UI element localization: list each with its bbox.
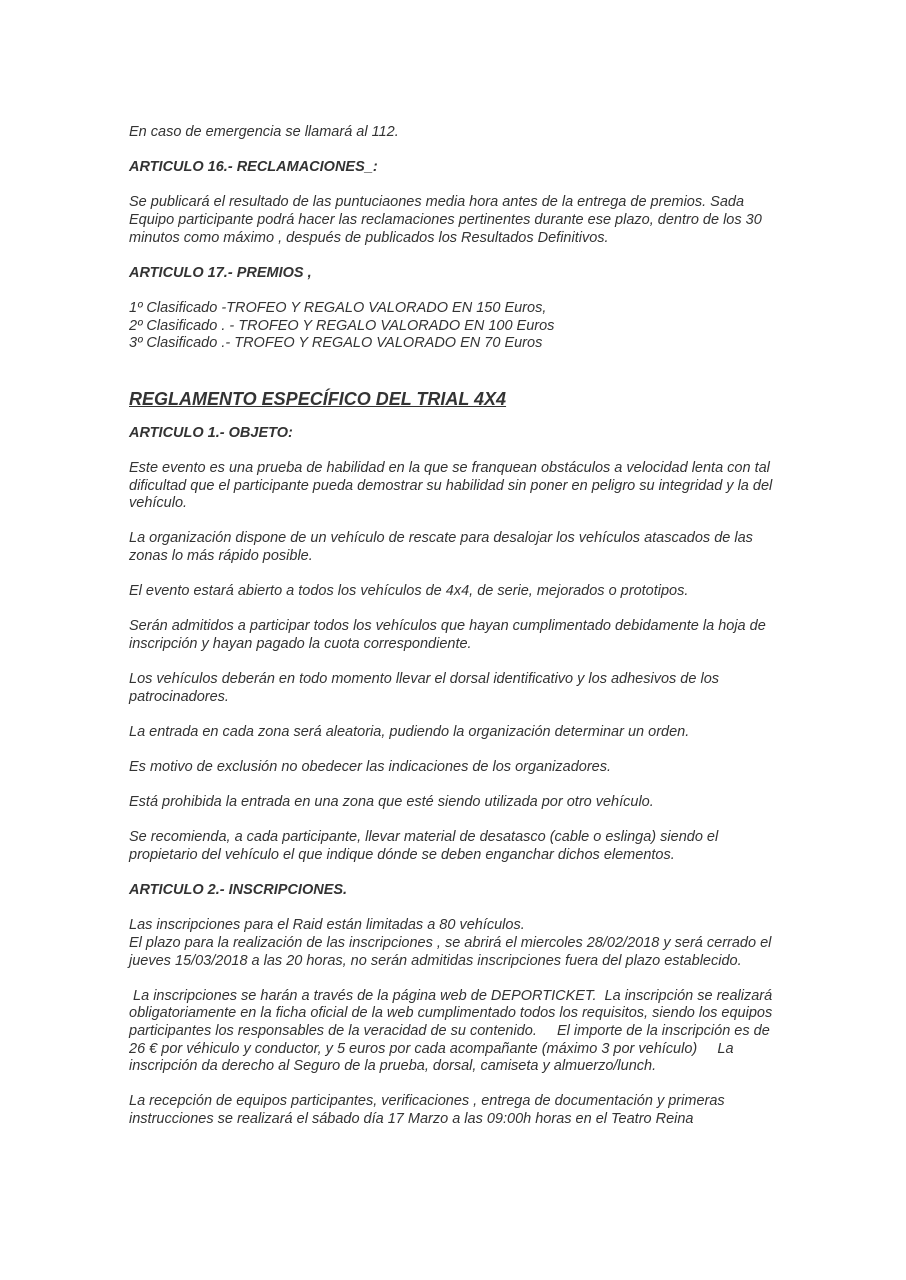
article-2-line-2: El plazo para la realización de las inscripciones , se abrirá el miercoles 28/02/2018 y será cerrado el jueves 15/03/2018 a las 20 horas, no serán admitidas inscripciones fuera del plazo establecido.	[129, 934, 772, 969]
article-1-paragraph-9: Se recomienda, a cada participante, llevar material de desatasco (cable o eslinga) siendo el propietario del vehículo el que indique dónde se deben enganchar dichos elementos.	[129, 829, 719, 863]
prize-1: 1º Clasificado -TROFEO Y REGALO VALORADO EN 150 Euros,	[129, 299, 547, 316]
emergency-paragraph: En caso de emergencia se llamará al 112.	[129, 124, 399, 140]
prize-list	[129, 300, 779, 353]
article-1-paragraph-7: Es motivo de exclusión no obedecer las indicaciones de los organizadores.	[129, 759, 612, 775]
article-1-paragraph-3: El evento estará abierto a todos los vehículos de 4x4, de serie, mejorados o prototipos.	[129, 583, 689, 600]
article-2-line-1: Las inscripciones para el Raid están limitadas a 80 vehículos.	[129, 917, 525, 934]
section-title: REGLAMENTO ESPECÍFICO DEL TRIAL 4X4	[129, 388, 507, 409]
document-body	[129, 124, 779, 1128]
article-16-title: ARTICULO 16.- RECLAMACIONES_:	[129, 159, 378, 176]
article-1-title: ARTICULO 1.- OBJETO:	[129, 424, 293, 441]
article-1-paragraph-6: La entrada en cada zona será aleatoria, pudiendo la organización determinar un orden.	[129, 723, 690, 740]
article-1-paragraph-5: Los vehículos deberán en todo momento llevar el dorsal identificativo y los adhesivos de los patrocinadores.	[129, 671, 720, 705]
article-2-title: ARTICULO 2.- INSCRIPCIONES.	[129, 882, 348, 899]
article-2-paragraph-3: La recepción de equipos participantes, verificaciones , entrega de documentación y primeras instrucciones se realizará el sábado día 17 Marzo a las 09:00h horas en el Teatro Reina	[129, 1093, 725, 1127]
article-17-title: ARTICULO 17.- PREMIOS ,	[129, 264, 312, 281]
prize-3: 3º Clasificado .- TROFEO Y REGALO VALORADO EN 70 Euros	[129, 335, 543, 352]
prize-2: 2º Clasificado . - TROFEO Y REGALO VALORADO EN 100 Euros	[129, 317, 555, 334]
article-2-paragraph-1	[129, 917, 779, 970]
article-16-body: Se publicará el resultado de las puntuciaones media hora antes de la entrega de premios. Sada Equipo participante podrá hacer las reclamaciones pertinentes durante ese plazo, dentro de los 30 minutos como máximo , después de publicados los Resultados Definitivos.	[129, 194, 762, 246]
article-1-paragraph-1: Este evento es una prueba de habilidad en la que se franquean obstáculos a velocidad lenta con tal dificultad que el participante pueda demostrar su habilidad sin poner en peligro su integridad y la del vehículo.	[129, 459, 773, 512]
article-1-paragraph-8: Está prohibida la entrada en una zona que esté siendo utilizada por otro vehículo.	[129, 794, 654, 811]
article-2-paragraph-2: La inscripciones se harán a través de la página web de DEPORTICKET. La inscripción se realizará obligatoriamente en la ficha oficial de la web cumplimentado todos los requisitos, siendo los equipos participantes los responsables de la veracidad de su contenido. El importe de la inscripción es de 26 € por véhiculo y conductor, y 5 euros por cada acompañante (máximo 3 por vehículo) La inscripción da derecho al Seguro de la prueba, dorsal, camiseta y almuerzo/lunch.	[129, 987, 777, 1075]
article-1-paragraph-2: La organización dispone de un vehículo de rescate para desalojar los vehículos atascados de las zonas lo más rápido posible.	[129, 530, 753, 564]
article-1-paragraph-4: Serán admitidos a participar todos los vehículos que hayan cumplimentado debidamente la hoja de inscripción y hayan pagado la cuota correspondiente.	[129, 618, 766, 652]
